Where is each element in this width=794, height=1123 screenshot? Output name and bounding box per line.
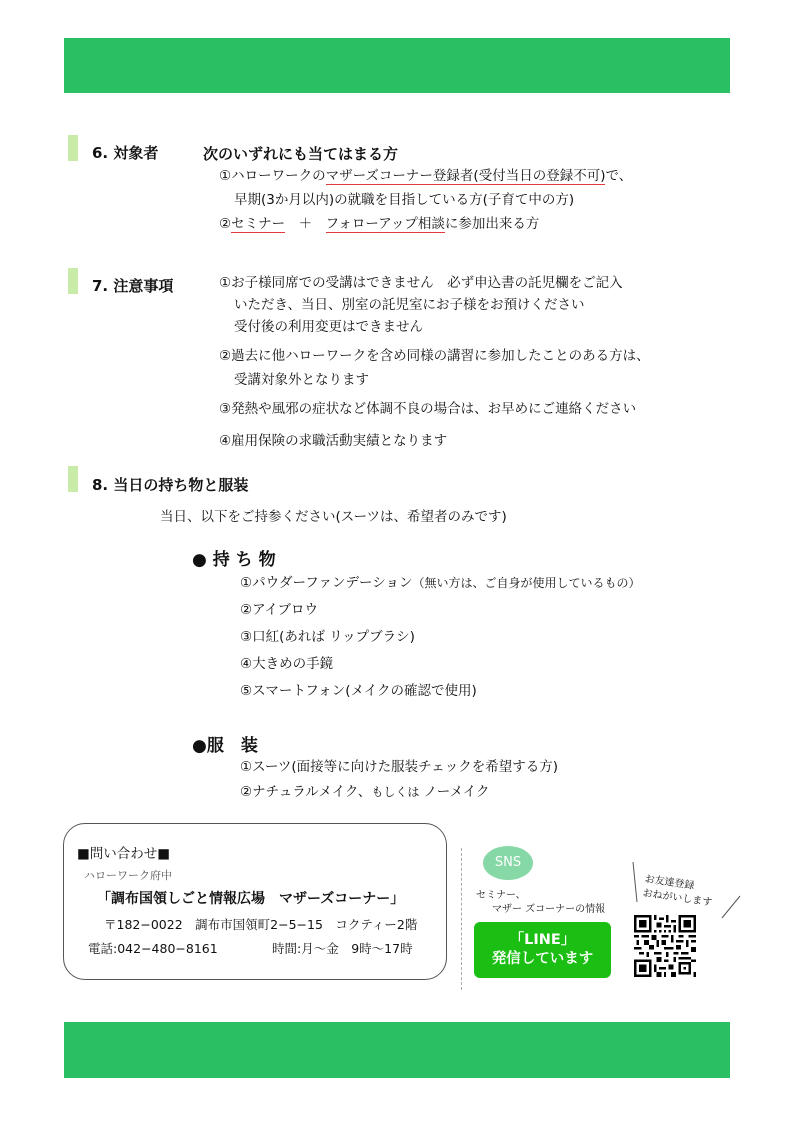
belonging-item-2: ②アイブロウ xyxy=(240,602,318,618)
belongings-heading: ● 持 ち 物 xyxy=(192,550,276,570)
target-item-2 xyxy=(219,215,539,233)
friend-register-line1: お友達登録 xyxy=(643,873,695,892)
clothes-item-1: ①スーツ(面接等に向けた服装チェックを希望する方) xyxy=(240,759,559,775)
contact-hours: 時間:月〜金 9時〜17時 xyxy=(272,941,413,956)
section-6-headline: 次のいずれにも当てはまる方 xyxy=(203,145,399,163)
deco-line-left xyxy=(633,862,637,902)
line-button[interactable] xyxy=(474,922,611,978)
section-7-title: 7. 注意事項 xyxy=(92,277,174,295)
target-item-1-line2: 早期(3か月以内)の就職を目指している方(子育て中の方) xyxy=(234,192,575,208)
belonging-item-1-note: （無い方は、ご自身が使用しているもの） xyxy=(412,576,641,590)
friend-register-line2: おねがいします xyxy=(641,887,713,909)
clothes-item-2-c: ノーメイク xyxy=(419,784,490,800)
target-item-1-prefix: ①ハローワークの xyxy=(219,168,326,184)
contact-heading: ■問い合わせ■ xyxy=(77,846,171,862)
bottom-green-band xyxy=(64,1022,730,1078)
target-item-1-suffix: で、 xyxy=(605,168,633,184)
note-1-line3: 受付後の利用変更はできません xyxy=(234,319,423,335)
line-button-line1: 「LINE」 xyxy=(509,932,576,948)
note-2-line1: ②過去に他ハローワークを含め同様の講習に参加したことのある方は、 xyxy=(219,348,650,364)
note-1-line2: いただき、当日、別室の託児室にお子様をお預けください xyxy=(234,297,585,313)
note-3: ③発熱や風邪の症状など体調不良の場合は、お早めにご連絡ください xyxy=(219,401,637,417)
note-2-line2: 受講対象外となります xyxy=(234,372,369,388)
section-marker xyxy=(68,135,78,161)
qr-code-icon[interactable] xyxy=(634,915,696,977)
belonging-item-5: ⑤スマートフォン(メイクの確認で使用) xyxy=(240,683,477,699)
section-6-title: 6. 対象者 xyxy=(92,144,159,162)
contact-name: 「調布国領しごと情報広場 マザーズコーナー」 xyxy=(97,891,405,907)
target-item-2-seminar: セミナー xyxy=(231,216,286,232)
sns-caption-line1: セミナー、 xyxy=(476,890,526,901)
sns-badge: SNS xyxy=(483,846,533,880)
sns-caption-line2: マザー ズコーナーの情報 xyxy=(492,904,606,915)
belongings-intro: 当日、以下をご持参ください(スーツは、希望者のみです) xyxy=(160,509,507,525)
dashed-divider xyxy=(461,848,462,990)
contact-tel: 電話:042−480−8161 xyxy=(88,941,218,956)
line-button-line2: 発信しています xyxy=(491,951,594,967)
target-item-2-prefix: ② xyxy=(219,216,232,232)
contact-office: ハローワーク府中 xyxy=(84,869,172,882)
deco-line-right xyxy=(722,896,740,918)
belonging-item-1-label: ①パウダーファンデーション xyxy=(240,575,413,591)
contact-address: 〒182−0022 調布市国領町2−5−15 コクティー2階 xyxy=(104,917,418,932)
target-item-1 xyxy=(219,167,632,185)
section-marker xyxy=(68,268,78,294)
top-green-band xyxy=(64,38,730,93)
belonging-item-1 xyxy=(240,574,641,592)
belonging-item-4: ④大きめの手鏡 xyxy=(240,656,334,672)
plus-sign: ＋ xyxy=(298,216,313,232)
target-item-2-followup: フォローアップ相談 xyxy=(325,216,445,232)
section-marker xyxy=(68,466,78,492)
section-8-title: 8. 当日の持ち物と服装 xyxy=(92,476,249,494)
clothes-item-2 xyxy=(240,783,490,801)
note-1-line1: ①お子様同席での受講はできません 必ず申込書の託児欄をご記入 xyxy=(219,275,623,291)
belonging-item-3: ③口紅(あれば リップブラシ) xyxy=(240,629,415,645)
target-item-2-suffix: に参加出来る方 xyxy=(444,216,540,232)
clothes-heading: ●服 装 xyxy=(192,736,258,756)
target-item-1-underlined: マザーズコーナー登録者(受付当日の登録不可) xyxy=(325,168,606,184)
note-4: ④雇用保険の求職活動実績となります xyxy=(219,433,448,449)
clothes-item-2-a: ②ナチュラルメイク、 xyxy=(240,784,372,800)
clothes-item-2-b: もしくは xyxy=(371,785,420,799)
